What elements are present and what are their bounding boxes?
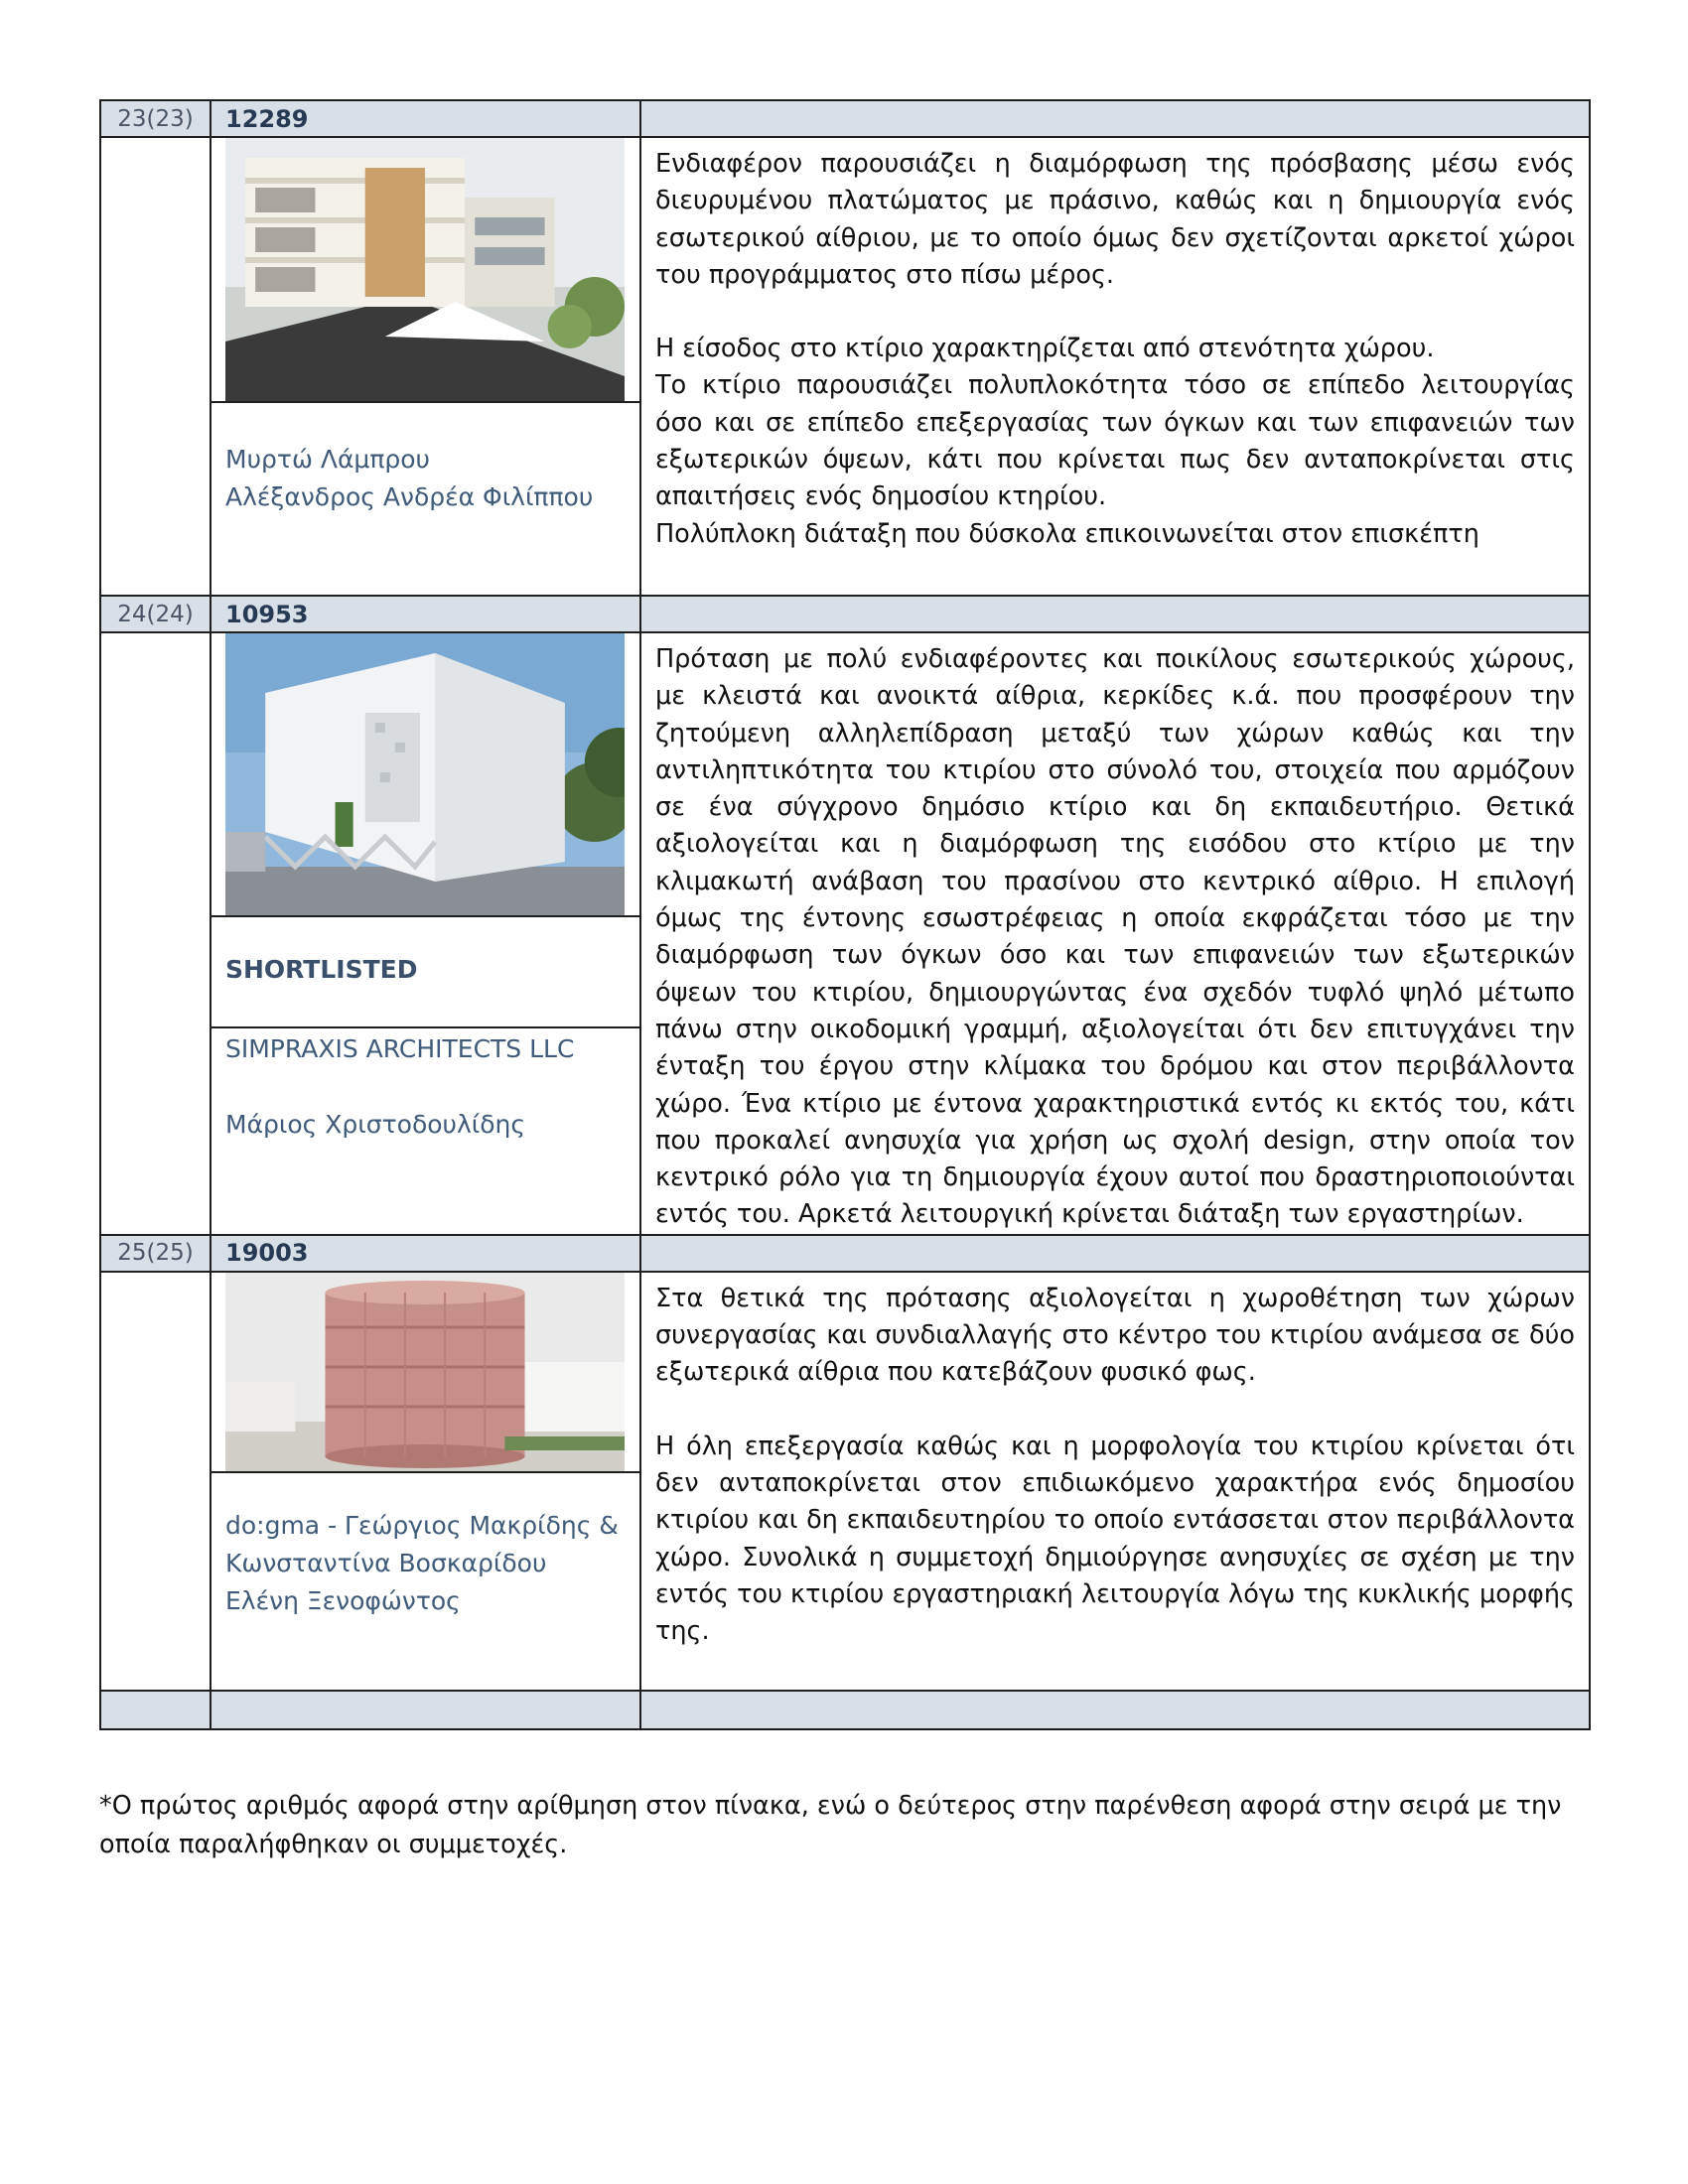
empty-cell [100, 632, 211, 1235]
author-name: Μυρτώ Λάμπρου [225, 445, 431, 474]
author-name: SIMPRAXIS ARCHITECTS LLC [225, 1034, 575, 1063]
entry-body-row [100, 632, 1590, 1235]
review-paragraph: Η είσοδος στο κτίριο χαρακτηρίζεται από στενότητα χώρου. [655, 334, 1435, 364]
entry-body-row [100, 1272, 1590, 1691]
footer-cell [640, 1691, 1590, 1729]
entry-index: 23(23) [100, 100, 211, 137]
footer-cell [100, 1691, 211, 1729]
review-paragraph: Πρόταση με πολύ ενδιαφέροντες και ποικίλους εσωτερικούς χώρους, με κλειστά και ανοικτά αίθρια, κερκίδες κ.ά. που προσφέρουν την ζητούμενη αλληλεπίδραση μεταξύ των χώρων καθώς και την αντιληπτικότητα του κτιρίου στο σύνολό του, στοιχεία που αρμόζουν σε ένα σύγχρονο δημόσιο κτίριο και δη εκπαιδευτήριο. Θετικά αξιολογείται και η διαμόρφωση της εισόδου στο κτίριο με την κλιμακωτή ανάβαση του πρασίνου στο κεντρικό αίθριο. Η επιλογή όμως της έντονης εσωστρέφειας η οποία εκφράζεται τόσο με την διαμόρφωση των όγκων όσο και των επιφανειών των εξωτερικών όψεων του κτιρίου, δημιουργώντας ένα σχεδόν τυφλό ψηλό μέτωπο πάνω στην οικοδομική γραμμή, αξιολογείται ότι δεν επιτυγχάνει την ένταξη του έργου στην κλίμακα του δρόμου και στον περιβάλλοντα χώρο. Ένα κτίριο με έντονα χαρακτηριστικά εντός κι εκτός του, κάτι που προκαλεί ανησυχία για χρήση ως σχολή design, στην οποία τον κεντρικό ρόλο για τη δημιουργία έχουν αυτοί που δραστηριοποιούνται εντός του. Αρκετά λειτουργική κρίνεται διάταξη των εργαστηρίων. [655, 644, 1575, 1230]
entry-review-cell [640, 632, 1590, 1235]
entry-code: 12289 [211, 100, 640, 137]
review-paragraph: Η όλη επεξεργασία καθώς και η μορφολογία του κτιρίου κρίνεται ότι δεν ανταποκρίνεται στον επιδιωκόμενο χαρακτήρα ενός δημοσίου κτιρίου και δη εκπαιδευτηρίου το οποίο εντάσσεται στον περιβάλλοντα χώρο. Συνολικά η συμμετοχή δημιούργησε ανησυχίες σε σχέση με την εντός του κτιρίου εργαστηριακή λειτουργία λόγω της κυκλικής μορφής της. [655, 1431, 1575, 1647]
review-paragraph: Ενδιαφέρον παρουσιάζει η διαμόρφωση της πρόσβασης μέσω ενός διευρυμένου πλατώματος με πράσινο, καθώς και η δημιουργία ενός εσωτερικού αίθριου, με το οποίο όμως δεν σχετίζονται αρκετοί χώροι του προγράμματος στο πίσω μέρος. [655, 149, 1575, 290]
entry-details-cell [211, 1272, 640, 1691]
header-empty-cell [640, 596, 1590, 632]
header-empty-cell [640, 100, 1590, 137]
entry-details-cell [211, 137, 640, 596]
entry-index: 25(25) [100, 1235, 211, 1272]
entry-review-cell [640, 1272, 1590, 1691]
entry-code: 19003 [211, 1235, 640, 1272]
document-page [99, 99, 1589, 1730]
author-name: Αλέξανδρος Ανδρέα Φιλίππου [225, 482, 594, 511]
review-paragraph: Στα θετικά της πρότασης αξιολογείται η χωροθέτηση των χώρων συνεργασίας και συνδιαλλαγής στο κέντρο του κτιρίου ανάμεσα σε δύο εξωτερικά αίθρια που κατεβάζουν φυσικό φως. [655, 1283, 1575, 1388]
entry-names [211, 1026, 639, 1144]
entry-names [211, 1471, 639, 1620]
entry-code: 10953 [211, 596, 640, 632]
footer-cell [211, 1691, 640, 1729]
header-empty-cell [640, 1235, 1590, 1272]
author-name: Κωνσταντίνα Βοσκαρίδου [225, 1548, 547, 1577]
table-footer-row [100, 1691, 1590, 1729]
footnote: *Ο πρώτος αριθμός αφορά στην αρίθμηση στον πίνακα, ενώ ο δεύτερος στην παρένθεση αφορά στην σειρά με την οποία παραλήφθηκαν οι συμμετοχές. [99, 1791, 1562, 1859]
entry-header-row [100, 596, 1590, 632]
entries-table [99, 99, 1591, 1730]
review-paragraph: Πολύπλοκη διάταξη που δύσκολα επικοινωνείται στον επισκέπτη [655, 518, 1479, 549]
entry-body-row [100, 137, 1590, 596]
entry-review-cell [640, 137, 1590, 596]
author-name: Μάριος Χριστοδουλίδης [225, 1110, 526, 1139]
building-render-12289-image [225, 138, 625, 401]
building-render-19003-image [225, 1273, 625, 1471]
shortlisted-badge: SHORTLISTED [211, 915, 639, 1026]
empty-cell [100, 1272, 211, 1691]
entry-details-cell [211, 632, 640, 1235]
entry-header-row [100, 100, 1590, 137]
building-render-10953-image [225, 633, 625, 915]
author-name: do:gma - Γεώργιος Μακρίδης & [225, 1510, 619, 1540]
entry-index: 24(24) [100, 596, 211, 632]
entry-header-row [100, 1235, 1590, 1272]
empty-cell [100, 137, 211, 596]
review-paragraph: Το κτίριο παρουσιάζει πολυπλοκότητα τόσο σε επίπεδο λειτουργίας όσο και σε επίπεδο επεξεργασίας των όγκων και των επιφανειών των εξωτερικών όψεων, κάτι που κρίνεται πως δεν ανταποκρίνεται στις απαιτήσεις ενός δημοσίου κτηρίου. [655, 370, 1575, 512]
author-name: Ελένη Ξενοφώντος [225, 1585, 461, 1615]
entry-names [211, 401, 639, 516]
